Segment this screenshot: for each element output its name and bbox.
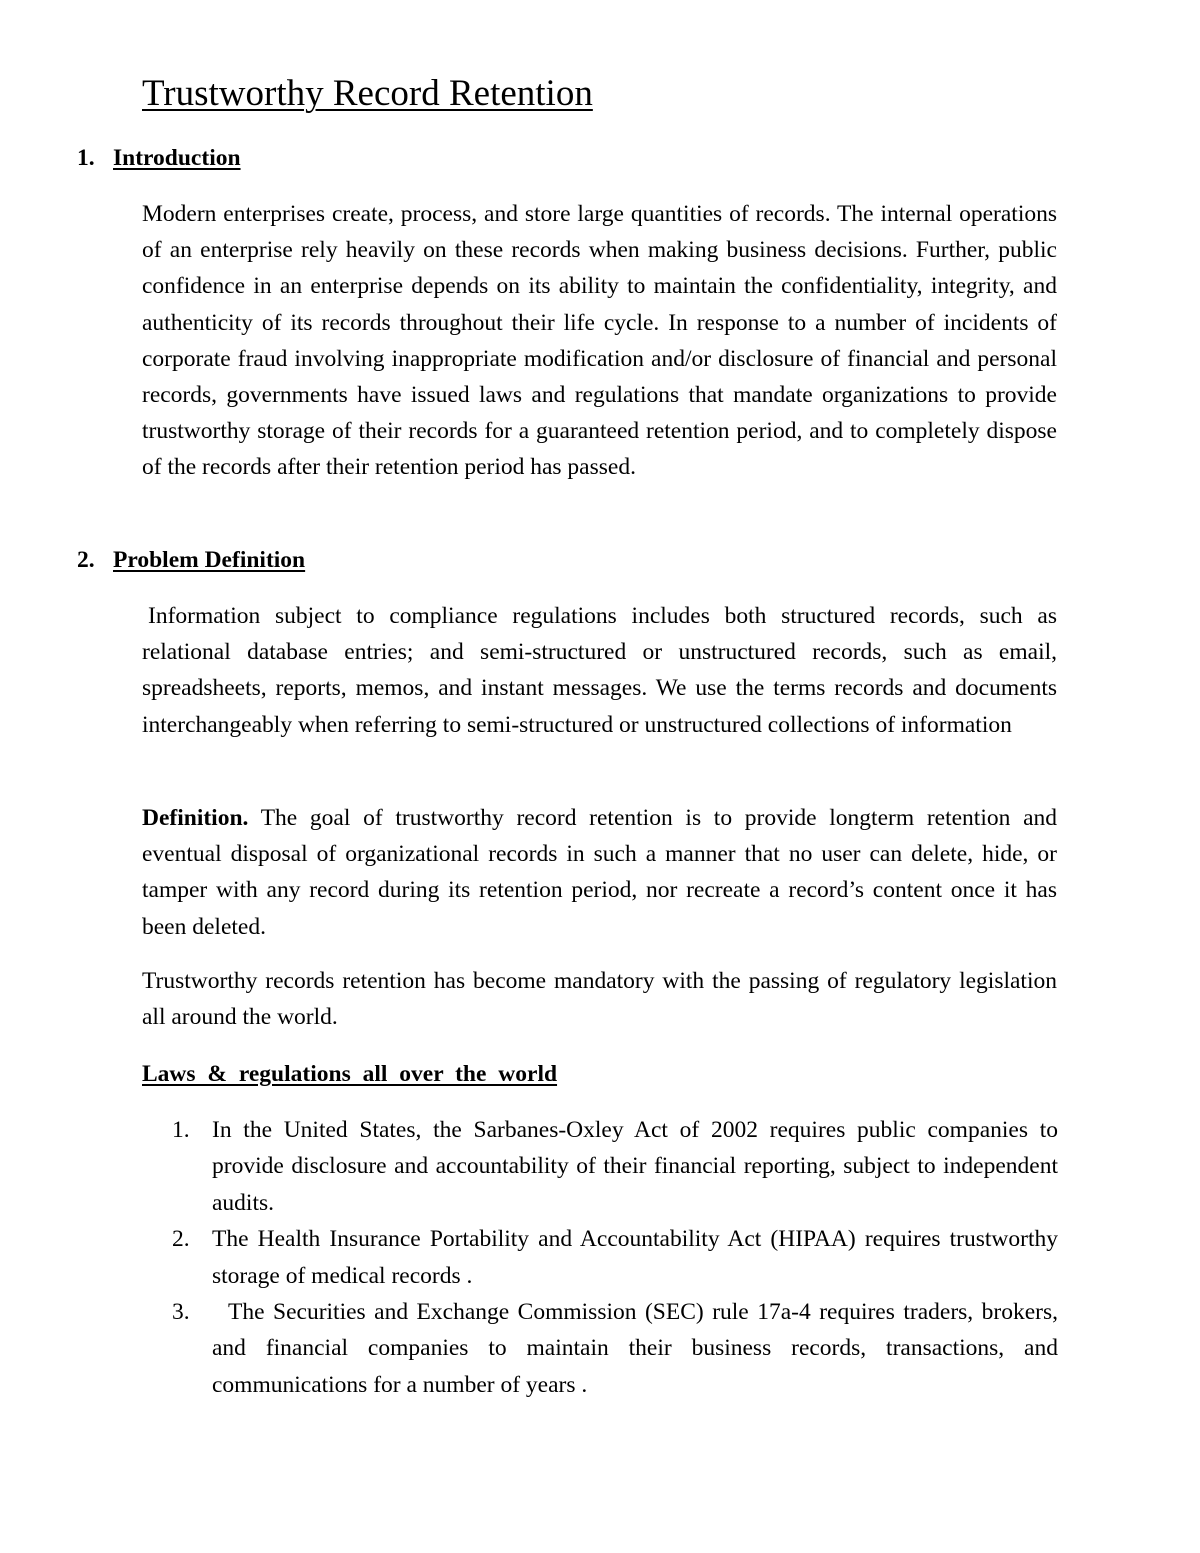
introduction-paragraph: Modern enterprises create, process, and store large quantities of records. The internal operations of an enterprise rely heavily on these records when making business decisions. Further, public confidence in an enterprise depends on its ability to maintain the confidentiality, integrity, and authenticity of its records throughout their life cycle. In response to a number of incidents of corporate fraud involving inappropriate modification and/or disclosure of financial and personal records, governments have issued laws and regulations that mandate organizations to provide trustworthy storage of their records for a guaranteed retention period, and to completely dispose of the records after their retention period has passed.: [142, 201, 1057, 481]
list-marker: 1.: [172, 1117, 190, 1143]
list-item-text: The Securities and Exchange Commission (SEC) rule 17a-4 requires traders, brokers, and financial companies to maintain their business records, transactions, and communications for a number of years .: [212, 1299, 1058, 1398]
list-item: [172, 1294, 1058, 1403]
list-item-text: The Health Insurance Portability and Accountability Act (HIPAA) requires trustworthy storage of medical records .: [212, 1226, 1058, 1289]
list-item-text: In the United States, the Sarbanes-Oxley Act of 2002 requires public companies to provide disclosure and accountability of their financial reporting, subject to independent audits.: [212, 1117, 1058, 1216]
section-title: Introduction: [113, 145, 241, 171]
list-marker: 2.: [172, 1226, 190, 1253]
laws-list: [172, 1112, 1058, 1403]
list-marker: 3.: [172, 1299, 190, 1326]
definition-label: Definition.: [142, 805, 249, 831]
list-item: [172, 1221, 1058, 1294]
section-heading-problem-definition: [77, 547, 305, 574]
page-title: Trustworthy Record Retention: [142, 73, 593, 114]
mandatory-paragraph: Trustworthy records retention has become mandatory with the passing of regulatory legislation all around the world.: [142, 968, 1057, 1031]
laws-heading: Laws & regulations all over the world: [142, 1061, 558, 1087]
section-number: 2.: [77, 547, 95, 573]
section-title: Problem Definition: [113, 547, 306, 573]
definition-text: The goal of trustworthy record retention is to provide longterm retention and eventual disposal of organizational records in such a manner that no user can delete, hide, or tamper with any record during its retention period, nor recreate a record’s content once it has been deleted.: [142, 805, 1057, 940]
section-heading-introduction: [77, 145, 241, 172]
definition-paragraph: [142, 800, 1057, 945]
list-item: [172, 1112, 1058, 1221]
section-number: 1.: [77, 145, 95, 171]
problem-definition-paragraph: Information subject to compliance regulations includes both structured records, such as relational database entries; and semi-structured or unstructured records, such as email, spreadsheets, reports, memos, and instant messages. We use the terms records and documents interchangeably when referring to semi-structured or unstructured collections of information: [142, 603, 1057, 738]
